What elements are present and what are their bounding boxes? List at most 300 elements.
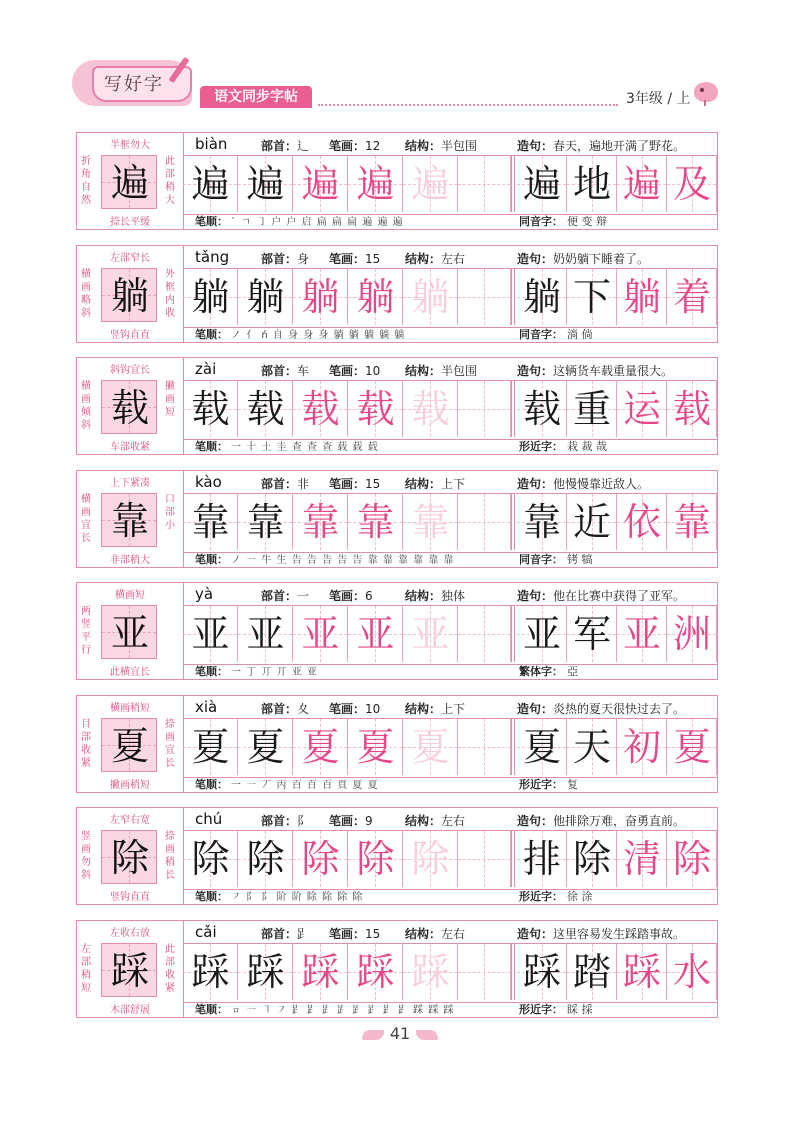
- writing-tip-box: [77, 358, 184, 454]
- related-value: 淌 倘: [567, 328, 593, 341]
- word-char: 近: [572, 500, 611, 544]
- word-cell: [567, 606, 617, 662]
- tip-left: 横画倾斜: [81, 381, 91, 431]
- structure-label: 结构：: [405, 702, 442, 716]
- pinyin: cǎi: [195, 923, 217, 941]
- word-char: 及: [672, 162, 711, 206]
- practice-cell: [293, 381, 348, 437]
- blank-cell: [458, 719, 511, 775]
- practice-char: 亚: [246, 612, 285, 656]
- structure-field: [405, 700, 465, 717]
- structure-value: 左右: [441, 814, 466, 828]
- tip-left: 两竖平行: [81, 606, 91, 656]
- blank-cell: [458, 831, 511, 887]
- word-cell: [517, 381, 567, 437]
- grade-label: 3年级 / 上: [626, 91, 691, 107]
- word-cell: [667, 606, 717, 662]
- radical-value: 夊: [297, 702, 310, 716]
- stroke-order-row: [191, 888, 711, 904]
- word-cell: [667, 944, 717, 1000]
- practice-cell: [183, 944, 238, 1000]
- tip-left: 横画宜长: [81, 494, 91, 544]
- practice-char: 遍: [246, 162, 285, 206]
- writing-tip-box: [77, 471, 184, 567]
- strokes-field: [329, 137, 380, 154]
- tip-bottom: 非部稍大: [110, 555, 150, 566]
- radical-value: 车: [297, 364, 310, 378]
- practice-char: 夏: [411, 725, 450, 769]
- practice-grid: [183, 155, 717, 215]
- sentence-value: 这辆货车载重量很大。: [553, 364, 674, 378]
- practice-char: 遍: [411, 162, 450, 206]
- info-row: [191, 135, 711, 155]
- tip-left: 目部收紧: [81, 719, 91, 769]
- word-char: 着: [672, 275, 711, 319]
- sentence-value: 他在比赛中获得了亚军。: [553, 589, 686, 603]
- stroke-order-row: [191, 438, 711, 454]
- word-char: 除: [672, 837, 711, 881]
- stroke-order-row: [191, 551, 711, 567]
- strokes-value: 15: [365, 252, 381, 266]
- related-value: 亞: [567, 665, 578, 678]
- pinyin: tǎng: [195, 248, 230, 266]
- word-cell: [567, 381, 617, 437]
- blank-cell: [458, 944, 511, 1000]
- sentence-label: 造句：: [517, 477, 554, 491]
- grid-divider: [511, 944, 515, 1000]
- grid-divider: [511, 381, 515, 437]
- grid-divider: [511, 156, 515, 212]
- tip-right: 捺画稍长: [165, 831, 175, 881]
- practice-char: 靠: [246, 500, 285, 544]
- word-cell: [617, 944, 667, 1000]
- practice-char: 夏: [246, 725, 285, 769]
- structure-value: 左右: [441, 252, 466, 266]
- tip-left: 竖画勿斜: [81, 831, 91, 881]
- practice-char: 靠: [356, 500, 395, 544]
- info-row: [191, 248, 711, 268]
- practice-cell: [238, 944, 293, 1000]
- strokes-field: [329, 362, 380, 379]
- page-header: [0, 0, 800, 120]
- strokes-field: [329, 475, 380, 492]
- practice-cell: [348, 381, 403, 437]
- radical-value: 辶: [297, 139, 310, 153]
- word-cell: [517, 269, 567, 325]
- structure-value: 独体: [441, 589, 466, 603]
- word-char: 遍: [622, 162, 661, 206]
- bird-leg: [704, 100, 706, 106]
- practice-grid: [183, 830, 717, 890]
- practice-char: 亚: [301, 612, 340, 656]
- stroke-order: ㇇ 阝 阝 阶 阶 除 除 除 除: [231, 892, 364, 903]
- related-value: 栽 裁 哉: [567, 440, 607, 453]
- tip-bottom: 车部收紧: [110, 442, 150, 453]
- tip-right: 捺画宜长: [165, 719, 175, 769]
- word-char: 踏: [572, 950, 611, 994]
- character-entry: [76, 470, 718, 568]
- structure-label: 结构：: [405, 589, 442, 603]
- order-label: 笔顺：: [195, 440, 228, 453]
- writing-tip-box: [77, 133, 184, 229]
- practice-char: 踩: [411, 950, 450, 994]
- structure-field: [405, 362, 477, 379]
- practice-char: 除: [301, 837, 340, 881]
- strokes-value: 15: [365, 927, 381, 941]
- practice-cell: [293, 606, 348, 662]
- structure-label: 结构：: [405, 364, 442, 378]
- sentence-label: 造句：: [517, 927, 554, 941]
- radical-field: [261, 250, 309, 267]
- info-row: [191, 585, 711, 605]
- related-label: 形近字：: [519, 440, 563, 453]
- page-leaf-right: [416, 1030, 438, 1040]
- practice-grid: [183, 380, 717, 440]
- practice-cell: [238, 719, 293, 775]
- structure-value: 上下: [441, 477, 466, 491]
- practice-char: 踩: [191, 950, 230, 994]
- radical-value: 一: [297, 589, 310, 603]
- word-char: 初: [622, 725, 661, 769]
- related-value: 铐 犒: [567, 553, 593, 566]
- sentence-value: 这里容易发生踩踏事故。: [553, 927, 686, 941]
- related-label: 同音字：: [519, 328, 563, 341]
- tip-top: 左部窄长: [110, 253, 150, 264]
- blank-cell: [458, 606, 511, 662]
- model-char: 除: [110, 836, 149, 880]
- strokes-label: 笔画：: [329, 702, 366, 716]
- word-char: 依: [622, 500, 661, 544]
- tip-bottom: 此横宜长: [110, 667, 150, 678]
- sentence-field: [517, 250, 649, 267]
- word-cell: [567, 831, 617, 887]
- word-cell: [667, 156, 717, 212]
- sentence-value: 炎热的夏天很快过去了。: [553, 702, 686, 716]
- structure-value: 半包围: [441, 139, 478, 153]
- word-cell: [667, 831, 717, 887]
- strokes-value: 12: [365, 139, 381, 153]
- strokes-label: 笔画：: [329, 589, 366, 603]
- practice-cell: [238, 381, 293, 437]
- word-char: 水: [672, 950, 711, 994]
- word-char: 下: [572, 275, 611, 319]
- practice-cell: [403, 606, 458, 662]
- practice-char: 夏: [191, 725, 230, 769]
- practice-char: 载: [356, 387, 395, 431]
- sentence-label: 造句：: [517, 589, 554, 603]
- model-char: 夏: [110, 724, 149, 768]
- tip-top: 斜钩宜长: [110, 365, 150, 376]
- related-value: 徐 涂: [567, 890, 593, 903]
- radical-label: 部首：: [261, 252, 298, 266]
- word-cell: [617, 831, 667, 887]
- tip-top: 半框勿大: [110, 140, 150, 151]
- word-char: 排: [522, 837, 561, 881]
- radical-field: [261, 137, 309, 154]
- related-value: 便 变 辩: [567, 215, 607, 228]
- tip-left: 折角自然: [81, 156, 91, 206]
- header-tab: 语文同步字帖: [200, 86, 312, 108]
- related-label: 形近字：: [519, 890, 563, 903]
- word-char: 夏: [672, 725, 711, 769]
- model-cell: [101, 718, 157, 772]
- stroke-order: 一 十 土 圭 查 查 查 载 载 载: [231, 442, 379, 453]
- practice-cell: [348, 944, 403, 1000]
- practice-cell: [348, 156, 403, 212]
- practice-char: 除: [246, 837, 285, 881]
- stroke-order-row: [191, 776, 711, 792]
- structure-label: 结构：: [405, 139, 442, 153]
- practice-char: 靠: [191, 500, 230, 544]
- pinyin: kào: [195, 473, 222, 491]
- stroke-order-row: [191, 663, 711, 679]
- word-cell: [517, 831, 567, 887]
- practice-char: 亚: [191, 612, 230, 656]
- practice-char: 靠: [301, 500, 340, 544]
- strokes-label: 笔画：: [329, 927, 366, 941]
- practice-char: 除: [191, 837, 230, 881]
- practice-cell: [183, 831, 238, 887]
- structure-label: 结构：: [405, 927, 442, 941]
- blank-cell: [458, 269, 511, 325]
- radical-value: 身: [297, 252, 310, 266]
- practice-char: 躺: [411, 275, 450, 319]
- practice-char: 躺: [301, 275, 340, 319]
- sentence-value: 春天，遍地开满了野花。: [553, 139, 686, 153]
- grid-divider: [511, 606, 515, 662]
- radical-label: 部首：: [261, 364, 298, 378]
- practice-char: 遍: [191, 162, 230, 206]
- character-entry: [76, 920, 718, 1018]
- structure-value: 左右: [441, 927, 466, 941]
- model-char: 遍: [110, 161, 149, 205]
- stroke-order-row: [191, 1001, 711, 1017]
- practice-grid: [183, 605, 717, 665]
- word-char: 清: [622, 837, 661, 881]
- practice-char: 踩: [246, 950, 285, 994]
- pinyin: chú: [195, 810, 223, 828]
- stroke-order: ノ ㇐ 牛 生 告 告 告 告 告 靠 靠 靠 靠 靠 靠: [231, 555, 455, 566]
- model-char: 载: [110, 386, 149, 430]
- word-cell: [567, 156, 617, 212]
- writing-tip-box: [77, 921, 184, 1017]
- writing-tip-box: [77, 246, 184, 342]
- word-cell: [567, 719, 617, 775]
- structure-field: [405, 250, 465, 267]
- tip-top: 上下紧凑: [110, 478, 150, 489]
- tip-right: 外框内收: [165, 269, 175, 319]
- practice-char: 遍: [301, 162, 340, 206]
- pinyin: biàn: [195, 135, 228, 153]
- stroke-order: ˋ ㄱ ㇆ 户 户 启 扁 扁 扁 遍 遍 遍: [231, 217, 404, 228]
- practice-char: 遍: [356, 162, 395, 206]
- strokes-field: [329, 925, 380, 942]
- structure-label: 结构：: [405, 252, 442, 266]
- tip-bottom: 撇画稍短: [110, 780, 150, 791]
- model-cell: [101, 830, 157, 884]
- radical-field: [261, 475, 309, 492]
- practice-grid: [183, 268, 717, 328]
- strokes-label: 笔画：: [329, 477, 366, 491]
- tip-right: 此部收紧: [165, 944, 175, 994]
- word-cell: [617, 156, 667, 212]
- character-entry: [76, 132, 718, 230]
- stroke-order-row: [191, 213, 711, 229]
- word-char: 踩: [622, 950, 661, 994]
- structure-field: [405, 925, 465, 942]
- practice-char: 载: [191, 387, 230, 431]
- radical-field: [261, 925, 309, 942]
- sentence-value: 他慢慢靠近敌人。: [553, 477, 650, 491]
- model-char: 躺: [110, 274, 149, 318]
- character-entry: [76, 807, 718, 905]
- sentence-label: 造句：: [517, 702, 554, 716]
- model-char: 亚: [110, 611, 149, 655]
- strokes-field: [329, 812, 373, 829]
- blank-cell: [458, 156, 511, 212]
- related-value: 复: [567, 778, 578, 791]
- word-cell: [567, 944, 617, 1000]
- sentence-value: 奶奶躺下睡着了。: [553, 252, 650, 266]
- word-char: 天: [572, 725, 611, 769]
- pinyin: zài: [195, 360, 217, 378]
- practice-cell: [183, 156, 238, 212]
- tip-top: 左窄右宽: [110, 815, 150, 826]
- practice-char: 夏: [301, 725, 340, 769]
- practice-cell: [238, 831, 293, 887]
- tip-right: 此部稍大: [165, 156, 175, 206]
- word-cell: [617, 606, 667, 662]
- word-cell: [517, 944, 567, 1000]
- sentence-field: [517, 137, 685, 154]
- word-cell: [617, 269, 667, 325]
- word-char: 载: [672, 387, 711, 431]
- tip-top: 横画短: [115, 590, 145, 601]
- practice-char: 踩: [301, 950, 340, 994]
- related-label: 同音字：: [519, 215, 563, 228]
- practice-cell: [238, 156, 293, 212]
- practice-char: 除: [411, 837, 450, 881]
- stroke-order: ㇿ ㇐ ㇕ ㇇ 𧾷 𧾷 𧾷 𧾷 𧾷 𧾷 𧾷 𧾷 踩 踩 踩: [231, 1005, 455, 1016]
- info-row: [191, 810, 711, 830]
- order-label: 笔顺：: [195, 215, 228, 228]
- tip-right: 口部小: [165, 494, 175, 531]
- word-char: 重: [572, 387, 611, 431]
- sentence-label: 造句：: [517, 364, 554, 378]
- bird-eye: [700, 88, 704, 92]
- practice-cell: [183, 606, 238, 662]
- practice-cell: [293, 831, 348, 887]
- practice-cell: [403, 944, 458, 1000]
- radical-field: [261, 587, 309, 604]
- sentence-field: [517, 925, 685, 942]
- word-char: 亚: [622, 612, 661, 656]
- tip-top: 横画稍短: [110, 703, 150, 714]
- practice-cell: [403, 156, 458, 212]
- strokes-field: [329, 700, 380, 717]
- word-char: 靠: [672, 500, 711, 544]
- word-cell: [517, 494, 567, 550]
- tip-bottom: 木部舒展: [110, 1005, 150, 1016]
- strokes-label: 笔画：: [329, 252, 366, 266]
- strokes-label: 笔画：: [329, 139, 366, 153]
- related-label: 同音字：: [519, 553, 563, 566]
- tip-left: 横画略斜: [81, 269, 91, 319]
- logo-text: 写好字: [104, 74, 164, 95]
- related-label: 形近字：: [519, 778, 563, 791]
- radical-value: 阝: [297, 814, 310, 828]
- order-label: 笔顺：: [195, 328, 228, 341]
- practice-char: 载: [411, 387, 450, 431]
- practice-grid: [183, 718, 717, 778]
- order-label: 笔顺：: [195, 553, 228, 566]
- structure-field: [405, 137, 477, 154]
- stroke-order: 一 ㇐ 丆 丙 百 百 百 頁 夏 夏: [231, 780, 379, 791]
- header-divider: [318, 104, 618, 106]
- related-label: 繁体字：: [519, 665, 563, 678]
- grid-divider: [511, 494, 515, 550]
- model-cell: [101, 943, 157, 997]
- word-cell: [667, 719, 717, 775]
- practice-grid: [183, 493, 717, 553]
- practice-cell: [293, 269, 348, 325]
- word-char: 地: [572, 162, 611, 206]
- bird-icon: [694, 82, 718, 102]
- practice-cell: [238, 494, 293, 550]
- word-cell: [517, 606, 567, 662]
- practice-char: 躺: [246, 275, 285, 319]
- tip-bottom: 捺长平缓: [110, 217, 150, 228]
- tip-right: 撇画短: [165, 381, 175, 418]
- practice-char: 夏: [356, 725, 395, 769]
- sentence-field: [517, 475, 649, 492]
- related-value: 睬 採: [567, 1003, 593, 1016]
- strokes-value: 10: [365, 364, 381, 378]
- radical-label: 部首：: [261, 589, 298, 603]
- practice-cell: [403, 494, 458, 550]
- stroke-order: ノ 亻 ń 自 身 身 身 躺 躺 躺 躺 躺: [231, 330, 406, 341]
- sentence-field: [517, 587, 685, 604]
- grid-divider: [511, 269, 515, 325]
- page-number: 41: [389, 1024, 411, 1043]
- order-label: 笔顺：: [195, 665, 228, 678]
- character-entry: [76, 245, 718, 343]
- word-cell: [567, 494, 617, 550]
- radical-label: 部首：: [261, 927, 298, 941]
- practice-cell: [403, 831, 458, 887]
- radical-label: 部首：: [261, 477, 298, 491]
- practice-cell: [183, 719, 238, 775]
- word-char: 靠: [522, 500, 561, 544]
- character-entry: [76, 357, 718, 455]
- practice-cell: [293, 719, 348, 775]
- practice-char: 载: [246, 387, 285, 431]
- writing-tip-box: [77, 583, 184, 679]
- model-char: 踩: [110, 949, 149, 993]
- radical-label: 部首：: [261, 814, 298, 828]
- practice-cell: [403, 381, 458, 437]
- sentence-label: 造句：: [517, 139, 554, 153]
- related-label: 形近字：: [519, 1003, 563, 1016]
- practice-cell: [183, 494, 238, 550]
- tip-bottom: 竖钩直直: [110, 330, 150, 341]
- word-char: 军: [572, 612, 611, 656]
- order-label: 笔顺：: [195, 1003, 228, 1016]
- practice-cell: [403, 719, 458, 775]
- info-row: [191, 923, 711, 943]
- word-cell: [667, 381, 717, 437]
- pinyin: yà: [195, 585, 214, 603]
